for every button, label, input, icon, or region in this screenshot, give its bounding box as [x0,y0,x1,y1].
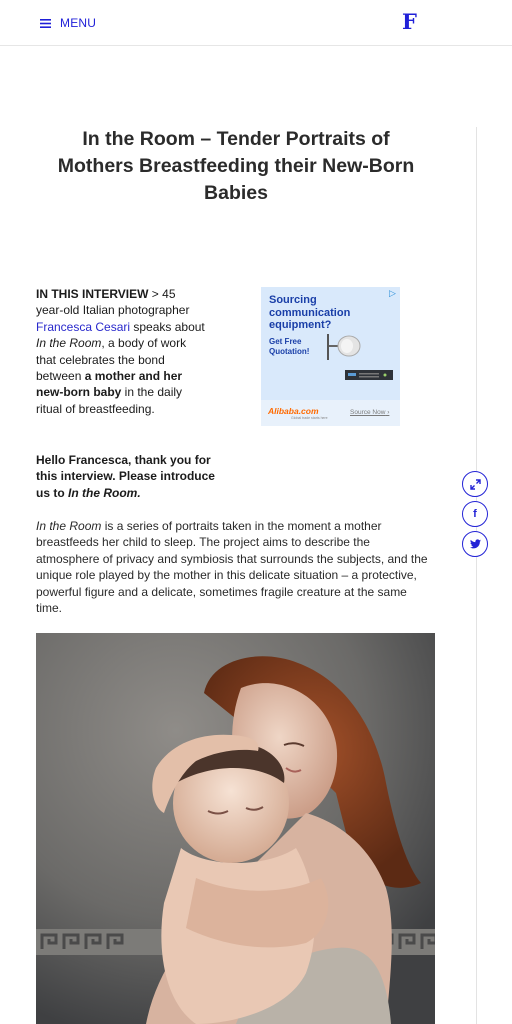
interview-question [36,452,216,501]
answer-italic: In the Room [36,519,102,533]
facebook-share-button[interactable] [462,501,488,527]
mother-baby-photo [36,633,435,1024]
hamburger-icon [40,19,51,28]
ad-cta-label: Source Now [350,409,386,416]
twitter-icon [470,539,481,549]
share-bar [462,471,488,561]
question-text: Hello Francesca, thank you for this interview. Please introduce us to [36,453,215,500]
expand-button[interactable] [462,471,488,497]
alibaba-logo: Alibaba.com [268,406,319,416]
twitter-share-button[interactable] [462,531,488,557]
intro-bold-phrase: a mother and her new-born baby [36,369,183,400]
right-divider [476,127,477,1024]
router-device-icon [345,368,393,382]
site-logo[interactable]: F [402,9,417,34]
intro-label: IN THIS INTERVIEW [36,287,149,301]
ad-headline: Sourcing communication equipment? [269,294,351,331]
photographer-link[interactable]: Francesca Cesari [36,319,131,334]
menu-label: MENU [60,16,97,30]
answer-text: is a series of portraits taken in the moment a mother breastfeeds her child to sleep. The project aims to describe the atmosphere of privacy and symbiosis that surrounds the subjects, and the unique role played by the mother in this delicate situation – a protective, powerful figure and a delicate, sometimes fragile creature at the same time. [36,519,428,616]
advertisement[interactable] [261,287,400,426]
ad-choices-icon[interactable]: ▷ [389,288,396,298]
question-italic: In the Room. [68,485,141,500]
menu-button[interactable] [40,14,96,32]
intro-separator: > [148,287,163,301]
ad-source-now-link[interactable]: Source Now › [350,409,390,416]
expand-icon [470,479,481,490]
article-photo [36,633,435,1024]
article-title: In the Room – Tender Portraits of Mothers Breastfeeding their New-Born Babies [57,128,415,204]
project-title: In the Room [36,336,102,351]
intro-text: , a body of work that celebrates the bond between [36,336,187,384]
intro-text: in the daily ritual of breastfeeding. [36,385,183,416]
ad-footer [261,400,400,426]
intro-text: 45 year-old Italian photographer [36,287,190,318]
intro-paragraph [36,286,206,417]
ad-subtext: Get Free Quotation! [269,337,310,356]
antenna-device-icon [324,334,364,360]
facebook-icon: f [473,507,477,520]
intro-text: speaks about [130,319,205,334]
site-header [0,0,512,46]
interview-answer [36,518,431,616]
ad-tagline: Global trade starts here [291,416,328,420]
